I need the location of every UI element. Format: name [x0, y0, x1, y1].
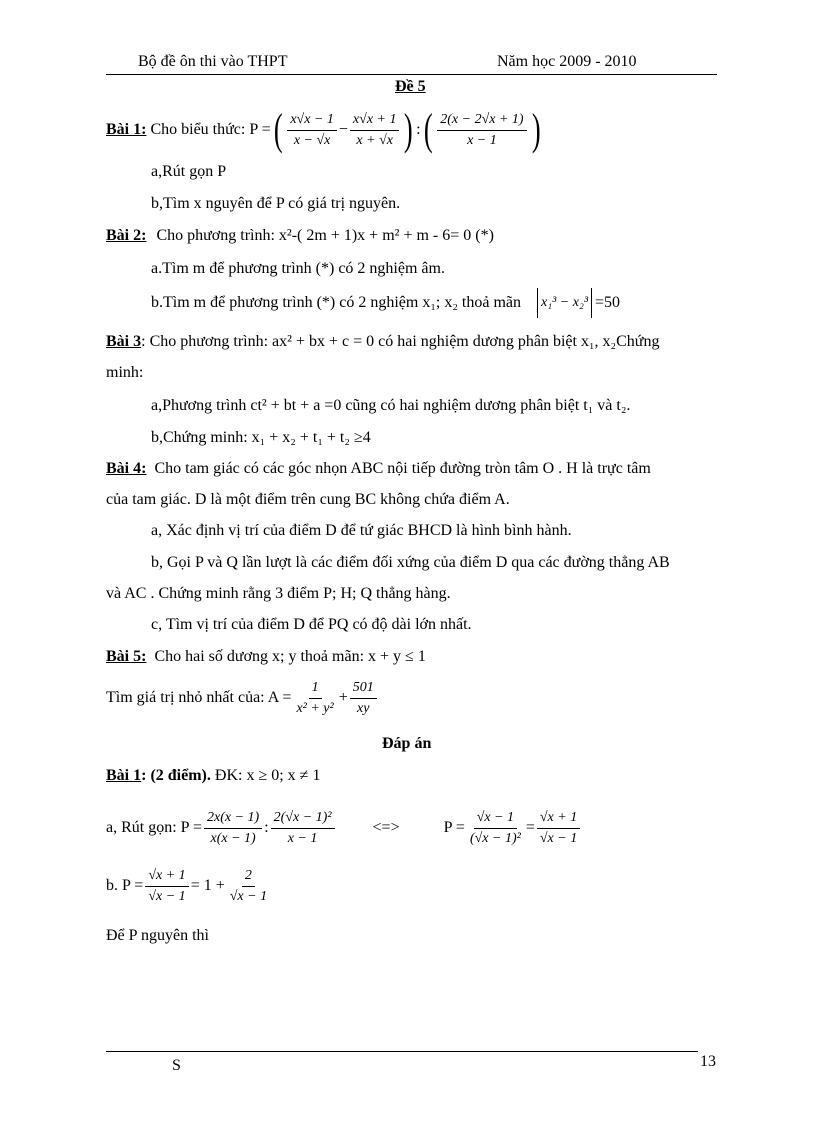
bai1-line: Bài 1: Cho biểu thức: P = ( $\frac{x√x - 1}{x - √x}$ − $\frac{x√x + 1}{x + √x}$ ) : ( $\frac{2(x - 2√x + 1)}{x - 1}$ ): [106, 105, 541, 154]
bai5-line2: Tìm giá trị nhỏ nhất của: A = $\frac{1}{\text{x² + y²}}$ + $\frac{501}{xy}$: [106, 676, 379, 720]
ans1-equiv: <=>: [372, 819, 400, 836]
bai5-text: Cho hai số dương x; y thoả mãn: x + y ≤ 1: [154, 648, 426, 665]
ans1-b-frac1: $\frac{√x + 1}{√x - 1}$: [145, 868, 188, 905]
bai2-a: a.Tìm m để phương trình (*) có 2 nghiệm âm.: [151, 260, 445, 277]
bai2-label: Bài 2:: [106, 227, 147, 244]
paren-open: (: [273, 105, 283, 154]
bai4-a: a, Xác định vị trí của điểm D để tứ giác BHCD là hình bình hành.: [151, 522, 572, 539]
ans1-b-frac2: $\frac{2}{√x - 1}$: [229, 867, 268, 904]
paren-close: ): [404, 105, 414, 154]
ans1-b-text: b. P =: [106, 877, 144, 894]
bai1-frac2: $\frac{x√x + 1}{x + √x}$: [350, 112, 400, 149]
bai5-label: Bài 5:: [106, 648, 147, 665]
bai3-text2: minh:: [106, 364, 144, 381]
bai1-frac1: $\frac{x√x - 1}{x - √x}$: [287, 112, 337, 149]
bai2-b-val: =50: [595, 294, 621, 311]
bai5-frac1: $\frac{1}{\text{x² + y²}}$: [296, 679, 334, 716]
bai1-label: Bài 1:: [106, 121, 147, 138]
header-right: Năm học 2009 - 2010: [497, 53, 637, 70]
ans1-b-mid: = 1 +: [190, 877, 225, 894]
answer-title: Đáp án: [382, 735, 432, 752]
ans1-a-frac4: $\frac{√x + 1}{√x - 1}$: [537, 810, 580, 847]
bai4-label: Bài 4:: [106, 460, 147, 477]
bai1-text: Cho biểu thức: P =: [150, 121, 271, 138]
ans1-label: Bài 1: [106, 767, 142, 784]
ans1-cond: ĐK: x ≥ 0; x ≠ 1: [210, 767, 321, 784]
ans1-last: Để P nguyên thì: [106, 927, 209, 944]
bai4-b2: và AC . Chứng minh rằng 3 điểm P; H; Q thẳng hàng.: [106, 585, 451, 602]
bai5-text2: Tìm giá trị nhỏ nhất của: A =: [106, 689, 292, 706]
paren-open-2: (: [423, 105, 433, 154]
abs-bar-left: [537, 288, 538, 318]
bai2-line: [106, 227, 494, 245]
bai3-line: [106, 333, 659, 351]
footer-left: S: [172, 1057, 181, 1074]
page-number: 13: [700, 1053, 716, 1070]
abs-bar-right: [591, 288, 592, 318]
ans1-a-text: a, Rút gọn: P =: [106, 819, 202, 836]
ans1-b-line: [106, 864, 272, 908]
ans1-a-frac1: $\frac{2x(x - 1)}{x(x - 1)}$: [204, 810, 262, 847]
bai5-line: [106, 648, 426, 666]
page-title: Đề 5: [395, 78, 426, 95]
bai2-text: Cho phương trình: x²-( 2m + 1)x + m² + m - 6= 0 (*): [156, 227, 494, 244]
ans1-line: [106, 767, 320, 785]
footer-rule: [106, 1051, 698, 1052]
ans1-a-line: a, Rút gọn: P = $\frac{2x(x - 1)}{x(x - 1)}$ : $\frac{\text{2(√x − 1)²}}{x - 1}$ <=> P = $\frac{√x - 1}{\text{(√x − 1)²}}$ = $\frac{√x + 1}{√x - 1}$: [106, 806, 582, 850]
bai3-b: b,Chứng minh: x₁ + x₂ + t₁ + t₂ ≥4: [151, 429, 371, 446]
bai2-b: b.Tìm m để phương trình (*) có 2 nghiệm x₁; x₂ thoả mãn: [151, 294, 522, 311]
bai2-b-line: [151, 288, 620, 318]
ans1-a-frac3: $\frac{√x - 1}{\text{(√x − 1)²}}$: [469, 809, 521, 846]
bai3-label: Bài 3: [106, 333, 142, 350]
bai4-c: c, Tìm vị trí của điểm D để PQ có độ dài lớn nhất.: [151, 616, 472, 633]
bai4-text2: của tam giác. D là một điểm trên cung BC không chứa điểm A.: [106, 491, 510, 508]
bai3-text: : Cho phương trình: ax² + bx + c = 0 có hai nghiệm dương phân biệt x₁, x₂Chứng: [141, 333, 660, 350]
ans1-points: : (2 điểm).: [141, 767, 211, 784]
bai5-frac2: $\frac{501}{xy}$: [350, 680, 377, 717]
ans1-a-frac2: $\frac{\text{2(√x − 1)²}}{x - 1}$: [271, 810, 335, 847]
bai4-text: Cho tam giác có các góc nhọn ABC nội tiếp đường tròn tâm O . H là trực tâm: [154, 460, 651, 477]
bai3-a: a,Phương trình ct² + bt + a =0 cũng có hai nghiệm dương phân biệt t₁ và t₂.: [151, 397, 631, 414]
header-rule: [106, 74, 717, 75]
bai1-frac3: $\frac{2(x - 2√x + 1)}{x - 1}$: [437, 112, 526, 149]
bai1-a: a,Rút gọn P: [151, 163, 227, 180]
ans1-p-eq: P =: [443, 819, 465, 836]
paren-close-2: ): [531, 105, 541, 154]
header-left: Bộ đề ôn thi vào THPT: [138, 53, 288, 70]
bai4-b: b, Gọi P và Q lần lượt là các điểm đối xứng của điểm D qua các đường thẳng AB: [151, 554, 670, 571]
bai1-b: b,Tìm x nguyên để P có giá trị nguyên.: [151, 195, 401, 212]
bai2-b-expr: x₁³ − x₂³: [541, 295, 589, 310]
bai4-line: [106, 460, 651, 478]
